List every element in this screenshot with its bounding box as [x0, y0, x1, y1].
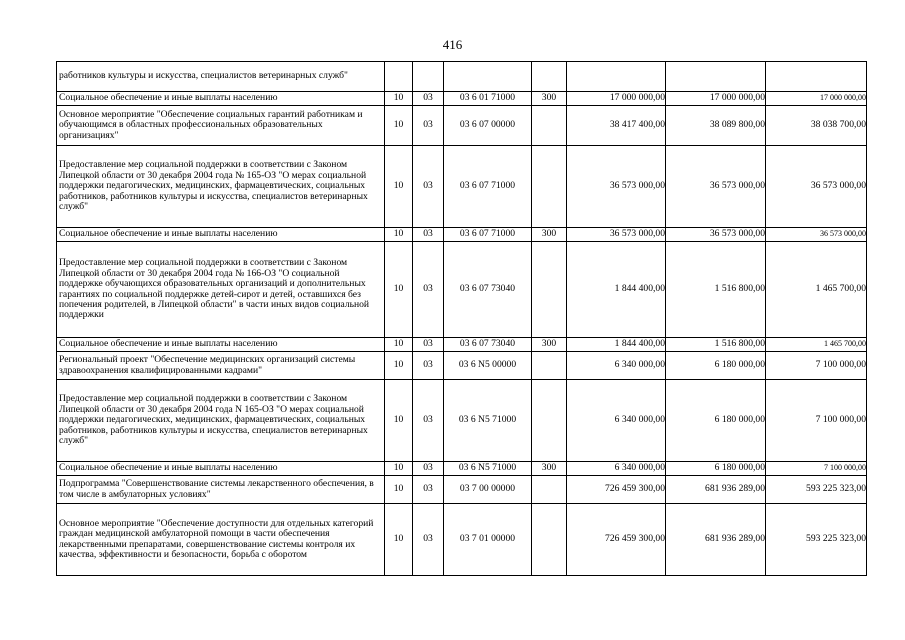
expense-type-code-cell	[532, 504, 567, 576]
amount-year3-cell: 593 225 323,00	[766, 476, 867, 504]
subsection-code-cell: 03	[413, 380, 444, 462]
expense-type-code-cell: 300	[532, 228, 567, 242]
row-name-cell: Социальное обеспечение и иные выплаты населению	[57, 338, 385, 352]
amount-year1-cell: 38 417 400,00	[567, 106, 666, 146]
expense-type-code-cell	[532, 380, 567, 462]
target-item-code-cell: 03 6 07 73040	[444, 338, 532, 352]
amount-year2-cell: 1 516 800,00	[666, 338, 766, 352]
table-row	[57, 380, 867, 462]
amount-year3-cell: 7 100 000,00	[766, 462, 867, 476]
amount-year2-cell: 681 936 289,00	[666, 476, 766, 504]
subsection-code-cell: 03	[413, 146, 444, 228]
amount-year3-cell: 1 465 700,00	[766, 338, 867, 352]
table-row	[57, 462, 867, 476]
target-item-code-cell	[444, 62, 532, 92]
table-row	[57, 476, 867, 504]
subsection-code-cell	[413, 62, 444, 92]
row-name-cell: Социальное обеспечение и иные выплаты населению	[57, 228, 385, 242]
target-item-code-cell: 03 6 07 00000	[444, 106, 532, 146]
subsection-code-cell: 03	[413, 228, 444, 242]
expense-type-code-cell: 300	[532, 338, 567, 352]
amount-year3-cell: 1 465 700,00	[766, 242, 867, 338]
amount-year3-cell: 17 000 000,00	[766, 92, 867, 106]
target-item-code-cell: 03 6 N5 71000	[444, 380, 532, 462]
row-name-cell: Предоставление мер социальной поддержки в соответствии с Законом Липецкой области от 30 декабря 2004 года № 166-ОЗ "О социальной поддержке обучающихся образовательных организаций и дополнительных гарантиях по социальной поддержке детей-сирот и детей, оставшихся без попечения родителей, в Липецкой области" в части иных видов социальной поддержки	[57, 242, 385, 338]
page-number: 416	[442, 37, 463, 52]
row-name-cell: Основное мероприятие "Обеспечение социальных гарантий работникам и обучающимся в областных профессиональных образовательных организациях"	[57, 106, 385, 146]
amount-year2-cell: 36 573 000,00	[666, 228, 766, 242]
section-code-cell: 10	[385, 476, 413, 504]
subsection-code-cell: 03	[413, 504, 444, 576]
expense-type-code-cell	[532, 352, 567, 380]
table-row	[57, 228, 867, 242]
amount-year2-cell: 36 573 000,00	[666, 146, 766, 228]
amount-year2-cell: 17 000 000,00	[666, 92, 766, 106]
expense-type-code-cell: 300	[532, 92, 567, 106]
amount-year1-cell: 36 573 000,00	[567, 146, 666, 228]
target-item-code-cell: 03 7 01 00000	[444, 504, 532, 576]
amount-year1-cell: 726 459 300,00	[567, 504, 666, 576]
amount-year1-cell: 17 000 000,00	[567, 92, 666, 106]
expense-type-code-cell	[532, 106, 567, 146]
amount-year2-cell: 1 516 800,00	[666, 242, 766, 338]
target-item-code-cell: 03 6 07 71000	[444, 228, 532, 242]
amount-year1-cell: 6 340 000,00	[567, 462, 666, 476]
table-row	[57, 352, 867, 380]
subsection-code-cell: 03	[413, 242, 444, 338]
subsection-code-cell: 03	[413, 92, 444, 106]
amount-year2-cell	[666, 62, 766, 92]
amount-year3-cell: 593 225 323,00	[766, 504, 867, 576]
amount-year1-cell: 6 340 000,00	[567, 380, 666, 462]
expense-type-code-cell	[532, 62, 567, 92]
row-name-cell: Основное мероприятие "Обеспечение доступности для отдельных категорий граждан медицинской амбулаторной помощи в части обеспечения лекарственными препаратами, совершенствование системы контроля их качества, эффективности и безопасности, борьба с оборотом	[57, 504, 385, 576]
row-name-cell: Социальное обеспечение и иные выплаты населению	[57, 462, 385, 476]
section-code-cell: 10	[385, 92, 413, 106]
row-name-cell: работников культуры и искусства, специалистов ветеринарных служб"	[57, 62, 385, 92]
table-row	[57, 92, 867, 106]
expense-type-code-cell	[532, 476, 567, 504]
target-item-code-cell: 03 6 N5 00000	[444, 352, 532, 380]
row-name-cell: Предоставление мер социальной поддержки в соответствии с Законом Липецкой области от 30 декабря 2004 года N 165-ОЗ "О мерах социальной поддержки педагогических, медицинских, фармацевтических, социальных работников, работников культуры и искусства, специалистов ветеринарных служб"	[57, 380, 385, 462]
amount-year1-cell: 726 459 300,00	[567, 476, 666, 504]
amount-year1-cell: 1 844 400,00	[567, 338, 666, 352]
subsection-code-cell: 03	[413, 106, 444, 146]
section-code-cell: 10	[385, 242, 413, 338]
section-code-cell: 10	[385, 338, 413, 352]
section-code-cell: 10	[385, 352, 413, 380]
amount-year2-cell: 38 089 800,00	[666, 106, 766, 146]
amount-year3-cell: 38 038 700,00	[766, 106, 867, 146]
expense-type-code-cell: 300	[532, 462, 567, 476]
table-body	[57, 62, 867, 576]
table-row	[57, 242, 867, 338]
amount-year2-cell: 6 180 000,00	[666, 462, 766, 476]
amount-year1-cell: 6 340 000,00	[567, 352, 666, 380]
subsection-code-cell: 03	[413, 352, 444, 380]
row-name-cell: Подпрограмма "Совершенствование системы лекарственного обеспечения, в том числе в амбулаторных условиях"	[57, 476, 385, 504]
amount-year3-cell: 36 573 000,00	[766, 146, 867, 228]
amount-year1-cell: 1 844 400,00	[567, 242, 666, 338]
row-name-cell: Региональный проект "Обеспечение медицинских организаций системы здравоохранения квалифицированными кадрами"	[57, 352, 385, 380]
amount-year3-cell: 7 100 000,00	[766, 352, 867, 380]
amount-year3-cell: 36 573 000,00	[766, 228, 867, 242]
section-code-cell: 10	[385, 380, 413, 462]
table-row	[57, 62, 867, 92]
table-row	[57, 106, 867, 146]
section-code-cell: 10	[385, 146, 413, 228]
row-name-cell: Социальное обеспечение и иные выплаты населению	[57, 92, 385, 106]
target-item-code-cell: 03 6 07 71000	[444, 146, 532, 228]
budget-table	[56, 61, 867, 576]
section-code-cell	[385, 62, 413, 92]
amount-year1-cell	[567, 62, 666, 92]
row-name-cell: Предоставление мер социальной поддержки в соответствии с Законом Липецкой области от 30 декабря 2004 года № 165-ОЗ "О мерах социальной поддержки педагогических, медицинских, фармацевтических, социальных работников, работников культуры и искусства, специалистов ветеринарных служб"	[57, 146, 385, 228]
amount-year2-cell: 681 936 289,00	[666, 504, 766, 576]
section-code-cell: 10	[385, 462, 413, 476]
amount-year3-cell: 7 100 000,00	[766, 380, 867, 462]
table-row	[57, 504, 867, 576]
amount-year2-cell: 6 180 000,00	[666, 380, 766, 462]
target-item-code-cell: 03 6 N5 71000	[444, 462, 532, 476]
subsection-code-cell: 03	[413, 462, 444, 476]
subsection-code-cell: 03	[413, 476, 444, 504]
table-row	[57, 146, 867, 228]
section-code-cell: 10	[385, 106, 413, 146]
amount-year3-cell	[766, 62, 867, 92]
expense-type-code-cell	[532, 146, 567, 228]
subsection-code-cell: 03	[413, 338, 444, 352]
target-item-code-cell: 03 6 01 71000	[444, 92, 532, 106]
section-code-cell: 10	[385, 228, 413, 242]
amount-year2-cell: 6 180 000,00	[666, 352, 766, 380]
target-item-code-cell: 03 7 00 00000	[444, 476, 532, 504]
target-item-code-cell: 03 6 07 73040	[444, 242, 532, 338]
table-row	[57, 338, 867, 352]
section-code-cell: 10	[385, 504, 413, 576]
amount-year1-cell: 36 573 000,00	[567, 228, 666, 242]
expense-type-code-cell	[532, 242, 567, 338]
